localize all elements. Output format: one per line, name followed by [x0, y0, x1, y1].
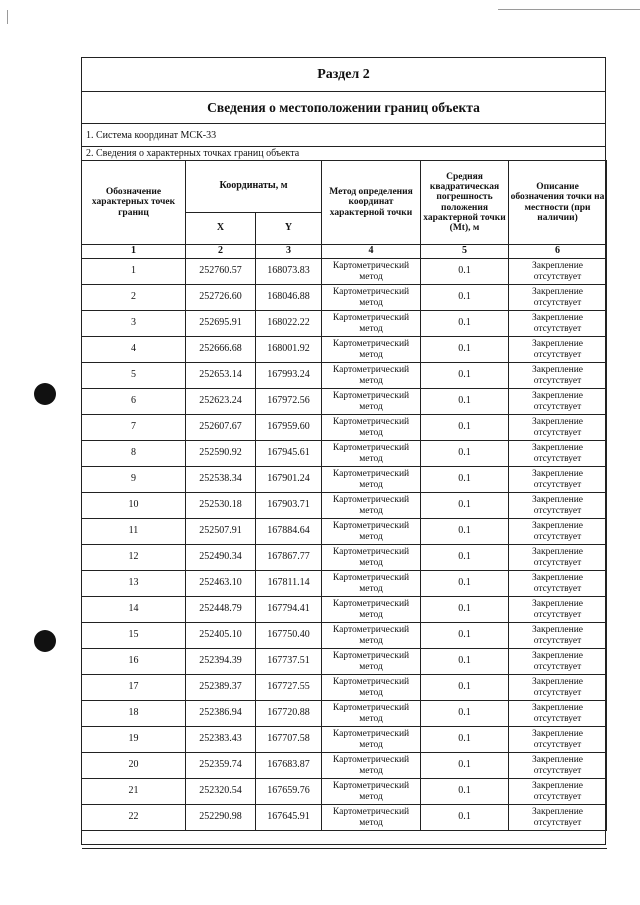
- document-frame: [81, 57, 606, 845]
- y-coordinate-cell: 167945.61: [256, 441, 322, 467]
- description-cell: Закрепление отсутствует: [509, 337, 607, 363]
- y-coordinate-cell: 167659.76: [256, 779, 322, 805]
- point-number-cell: 12: [82, 545, 186, 571]
- x-coordinate-cell: 252386.94: [186, 701, 256, 727]
- x-coordinate-cell: 252383.43: [186, 727, 256, 753]
- description-cell: Закрепление отсутствует: [509, 545, 607, 571]
- error-cell: 0.1: [421, 337, 509, 363]
- header-coordinates: Координаты, м: [186, 161, 322, 213]
- method-cell: Картометрический метод: [322, 623, 421, 649]
- description-cell: Закрепление отсутствует: [509, 285, 607, 311]
- table-row: [82, 441, 607, 467]
- error-cell: 0.1: [421, 649, 509, 675]
- table-row: [82, 805, 607, 831]
- page-edge-mark: [7, 10, 8, 24]
- x-coordinate-cell: 252726.60: [186, 285, 256, 311]
- description-cell: Закрепление отсутствует: [509, 805, 607, 831]
- description-cell: Закрепление отсутствует: [509, 753, 607, 779]
- header-y: Y: [256, 213, 322, 245]
- description-cell: Закрепление отсутствует: [509, 727, 607, 753]
- table-row: [82, 779, 607, 805]
- header-description: Описание обозначения точки на местности (при наличии): [509, 161, 607, 245]
- error-cell: 0.1: [421, 545, 509, 571]
- header-method: Метод определения координат характерной точки: [322, 161, 421, 245]
- error-cell: 0.1: [421, 623, 509, 649]
- point-number-cell: 16: [82, 649, 186, 675]
- table-row: [82, 753, 607, 779]
- description-cell: Закрепление отсутствует: [509, 519, 607, 545]
- x-coordinate-cell: 252623.24: [186, 389, 256, 415]
- y-coordinate-cell: 167811.14: [256, 571, 322, 597]
- y-coordinate-cell: 168073.83: [256, 259, 322, 285]
- method-cell: Картометрический метод: [322, 649, 421, 675]
- header-designation: Обозначение характерных точек границ: [82, 161, 186, 245]
- method-cell: Картометрический метод: [322, 337, 421, 363]
- column-number: 6: [509, 245, 607, 259]
- x-coordinate-cell: 252695.91: [186, 311, 256, 337]
- method-cell: Картометрический метод: [322, 545, 421, 571]
- y-coordinate-cell: 167993.24: [256, 363, 322, 389]
- table-row: [82, 597, 607, 623]
- punch-hole: [34, 630, 56, 652]
- point-number-cell: 6: [82, 389, 186, 415]
- table-body: [82, 259, 607, 831]
- y-coordinate-cell: 167750.40: [256, 623, 322, 649]
- method-cell: Картометрический метод: [322, 805, 421, 831]
- x-coordinate-cell: 252320.54: [186, 779, 256, 805]
- y-coordinate-cell: 167901.24: [256, 467, 322, 493]
- point-number-cell: 15: [82, 623, 186, 649]
- x-coordinate-cell: 252448.79: [186, 597, 256, 623]
- method-cell: Картометрический метод: [322, 389, 421, 415]
- error-cell: 0.1: [421, 675, 509, 701]
- column-number: 2: [186, 245, 256, 259]
- punch-hole: [34, 383, 56, 405]
- error-cell: 0.1: [421, 285, 509, 311]
- error-cell: 0.1: [421, 467, 509, 493]
- method-cell: Картометрический метод: [322, 363, 421, 389]
- method-cell: Картометрический метод: [322, 259, 421, 285]
- description-cell: Закрепление отсутствует: [509, 441, 607, 467]
- point-number-cell: 8: [82, 441, 186, 467]
- error-cell: 0.1: [421, 415, 509, 441]
- x-coordinate-cell: 252666.68: [186, 337, 256, 363]
- description-cell: Закрепление отсутствует: [509, 701, 607, 727]
- description-cell: Закрепление отсутствует: [509, 779, 607, 805]
- error-cell: 0.1: [421, 259, 509, 285]
- error-cell: 0.1: [421, 363, 509, 389]
- column-number: 5: [421, 245, 509, 259]
- table-row: [82, 519, 607, 545]
- table-row: [82, 415, 607, 441]
- table-row: [82, 571, 607, 597]
- point-number-cell: 13: [82, 571, 186, 597]
- point-number-cell: 19: [82, 727, 186, 753]
- table-row: [82, 701, 607, 727]
- table-row: [82, 623, 607, 649]
- error-cell: 0.1: [421, 779, 509, 805]
- method-cell: Картометрический метод: [322, 571, 421, 597]
- header-x: X: [186, 213, 256, 245]
- point-number-cell: 11: [82, 519, 186, 545]
- x-coordinate-cell: 252359.74: [186, 753, 256, 779]
- point-number-cell: 5: [82, 363, 186, 389]
- header-error: Средняя квадратическая погрешность положения характерной точки (Mt), м: [421, 161, 509, 245]
- description-cell: Закрепление отсутствует: [509, 311, 607, 337]
- description-cell: Закрепление отсутствует: [509, 597, 607, 623]
- blank-cell: [82, 831, 607, 849]
- error-cell: 0.1: [421, 493, 509, 519]
- description-cell: Закрепление отсутствует: [509, 363, 607, 389]
- error-cell: 0.1: [421, 519, 509, 545]
- description-cell: Закрепление отсутствует: [509, 675, 607, 701]
- point-number-cell: 1: [82, 259, 186, 285]
- table-row: [82, 675, 607, 701]
- column-number: 4: [322, 245, 421, 259]
- page-edge-line: [498, 9, 640, 10]
- method-cell: Картометрический метод: [322, 753, 421, 779]
- y-coordinate-cell: 167867.77: [256, 545, 322, 571]
- point-number-cell: 17: [82, 675, 186, 701]
- x-coordinate-cell: 252490.34: [186, 545, 256, 571]
- error-cell: 0.1: [421, 727, 509, 753]
- points-section-title: 2. Сведения о характерных точках границ объекта: [82, 147, 605, 161]
- error-cell: 0.1: [421, 753, 509, 779]
- x-coordinate-cell: 252507.91: [186, 519, 256, 545]
- table-blank-row: [82, 831, 607, 849]
- method-cell: Картометрический метод: [322, 493, 421, 519]
- x-coordinate-cell: 252538.34: [186, 467, 256, 493]
- method-cell: Картометрический метод: [322, 441, 421, 467]
- y-coordinate-cell: 167720.88: [256, 701, 322, 727]
- document-heading: Сведения о местоположении границ объекта: [82, 92, 605, 124]
- table-row: [82, 285, 607, 311]
- y-coordinate-cell: 168022.22: [256, 311, 322, 337]
- error-cell: 0.1: [421, 571, 509, 597]
- column-number: 1: [82, 245, 186, 259]
- boundary-points-table: [81, 160, 607, 849]
- x-coordinate-cell: 252653.14: [186, 363, 256, 389]
- x-coordinate-cell: 252607.67: [186, 415, 256, 441]
- y-coordinate-cell: 167737.51: [256, 649, 322, 675]
- y-coordinate-cell: 167683.87: [256, 753, 322, 779]
- point-number-cell: 2: [82, 285, 186, 311]
- description-cell: Закрепление отсутствует: [509, 259, 607, 285]
- x-coordinate-cell: 252389.37: [186, 675, 256, 701]
- method-cell: Картометрический метод: [322, 415, 421, 441]
- table-row: [82, 727, 607, 753]
- method-cell: Картометрический метод: [322, 701, 421, 727]
- error-cell: 0.1: [421, 597, 509, 623]
- method-cell: Картометрический метод: [322, 727, 421, 753]
- coordinate-system-line: 1. Система координат МСК-33: [82, 124, 605, 147]
- description-cell: Закрепление отсутствует: [509, 389, 607, 415]
- x-coordinate-cell: 252530.18: [186, 493, 256, 519]
- point-number-cell: 10: [82, 493, 186, 519]
- method-cell: Картометрический метод: [322, 467, 421, 493]
- y-coordinate-cell: 167727.55: [256, 675, 322, 701]
- point-number-cell: 20: [82, 753, 186, 779]
- y-coordinate-cell: 167903.71: [256, 493, 322, 519]
- method-cell: Картометрический метод: [322, 311, 421, 337]
- y-coordinate-cell: 168046.88: [256, 285, 322, 311]
- description-cell: Закрепление отсутствует: [509, 649, 607, 675]
- point-number-cell: 7: [82, 415, 186, 441]
- description-cell: Закрепление отсутствует: [509, 571, 607, 597]
- section-title: Раздел 2: [82, 58, 605, 92]
- table-row: [82, 545, 607, 571]
- y-coordinate-cell: 167972.56: [256, 389, 322, 415]
- method-cell: Картометрический метод: [322, 675, 421, 701]
- point-number-cell: 4: [82, 337, 186, 363]
- error-cell: 0.1: [421, 701, 509, 727]
- x-coordinate-cell: 252590.92: [186, 441, 256, 467]
- error-cell: 0.1: [421, 311, 509, 337]
- error-cell: 0.1: [421, 441, 509, 467]
- table-row: [82, 259, 607, 285]
- x-coordinate-cell: 252394.39: [186, 649, 256, 675]
- x-coordinate-cell: 252405.10: [186, 623, 256, 649]
- y-coordinate-cell: 167959.60: [256, 415, 322, 441]
- error-cell: 0.1: [421, 389, 509, 415]
- table-row: [82, 337, 607, 363]
- table-row: [82, 311, 607, 337]
- point-number-cell: 14: [82, 597, 186, 623]
- y-coordinate-cell: 167645.91: [256, 805, 322, 831]
- point-number-cell: 3: [82, 311, 186, 337]
- x-coordinate-cell: 252290.98: [186, 805, 256, 831]
- table-row: [82, 467, 607, 493]
- method-cell: Картометрический метод: [322, 519, 421, 545]
- method-cell: Картометрический метод: [322, 597, 421, 623]
- x-coordinate-cell: 252760.57: [186, 259, 256, 285]
- table-row: [82, 389, 607, 415]
- table-row: [82, 649, 607, 675]
- point-number-cell: 21: [82, 779, 186, 805]
- method-cell: Картометрический метод: [322, 779, 421, 805]
- description-cell: Закрепление отсутствует: [509, 623, 607, 649]
- description-cell: Закрепление отсутствует: [509, 493, 607, 519]
- point-number-cell: 9: [82, 467, 186, 493]
- point-number-cell: 22: [82, 805, 186, 831]
- y-coordinate-cell: 167794.41: [256, 597, 322, 623]
- table-row: [82, 493, 607, 519]
- y-coordinate-cell: 167884.64: [256, 519, 322, 545]
- description-cell: Закрепление отсутствует: [509, 467, 607, 493]
- error-cell: 0.1: [421, 805, 509, 831]
- column-number: 3: [256, 245, 322, 259]
- description-cell: Закрепление отсутствует: [509, 415, 607, 441]
- y-coordinate-cell: 167707.58: [256, 727, 322, 753]
- point-number-cell: 18: [82, 701, 186, 727]
- x-coordinate-cell: 252463.10: [186, 571, 256, 597]
- table-row: [82, 363, 607, 389]
- y-coordinate-cell: 168001.92: [256, 337, 322, 363]
- method-cell: Картометрический метод: [322, 285, 421, 311]
